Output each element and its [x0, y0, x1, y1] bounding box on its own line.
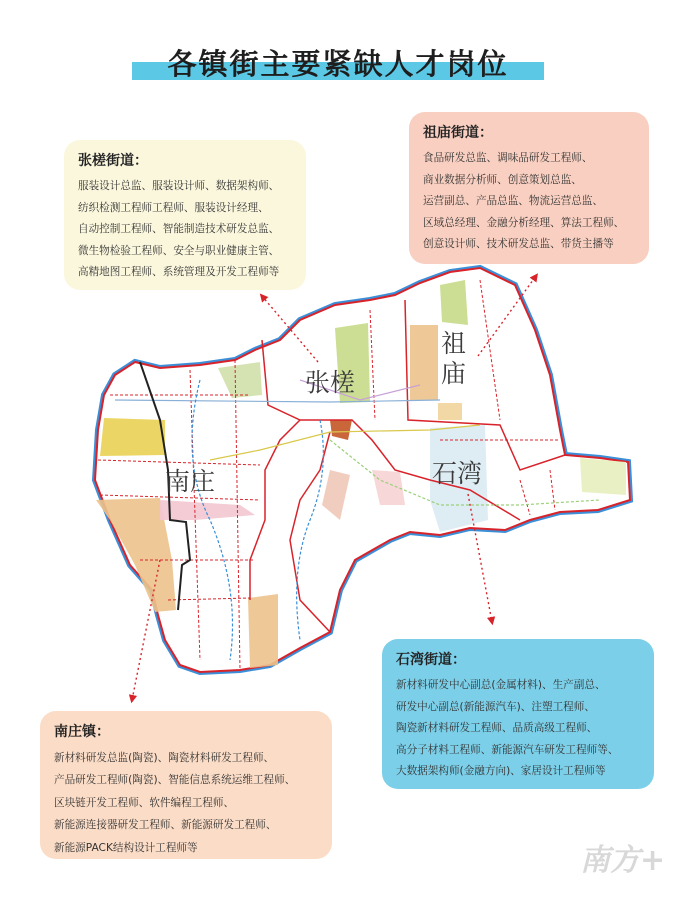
callout-zhangcha: [64, 140, 306, 290]
callout-line: 新能源PACK结构设计工程师等: [54, 841, 198, 854]
zone-zumiao-green: [440, 280, 468, 325]
callout-nanzhuang: [40, 711, 332, 859]
map-label-zumiao-2: 庙: [441, 359, 467, 388]
zone-zumiao-tan: [438, 403, 462, 420]
callout-line: 产品研发工程师(陶瓷)、智能信息系统运维工程师、: [54, 774, 296, 787]
map-label-zhangcha: 张槎: [305, 368, 356, 397]
callout-zumiao-heading: 祖庙街道：: [423, 125, 493, 141]
callout-line: 服装设计总监、服装设计师、数据架构师、: [78, 180, 280, 192]
callout-line: 研发中心副总(新能源汽车)、注塑工程师、: [396, 700, 595, 713]
callout-line: 高精地图工程师、系统管理及开发工程师等: [78, 266, 280, 279]
watermark-text: 南方+: [580, 843, 666, 878]
callout-line: 运营副总、产品总监、物流运营总监、: [423, 195, 604, 208]
callout-line: 区块链开发工程师、软件编程工程师、: [54, 796, 235, 809]
callout-line: 微生物检验工程师、安全与职业健康主管、: [78, 244, 280, 257]
zone-east-yellowgreen: [580, 458, 626, 495]
callout-line: 新材料研发中心副总(金属材料)、生产副总、: [396, 679, 606, 691]
callout-shiwan-heading: 石湾街道：: [396, 652, 466, 668]
callout-line: 区域总经理、金融分析经理、算法工程师、: [423, 216, 625, 229]
zone-zumiao-orange: [410, 325, 438, 400]
callout-zumiao: [409, 112, 649, 264]
page-title: 各镇街主要紧缺人才岗位: [167, 47, 509, 81]
map-label-shiwan: 石湾: [432, 459, 483, 488]
callout-line: 高分子材料工程师、新能源汽车研发工程师等、: [396, 743, 619, 756]
watermark-logo: [578, 828, 668, 888]
callout-line: 新材料研发总监(陶瓷)、陶瓷材料研发工程师、: [54, 752, 275, 764]
callout-line: 陶瓷新材料研发工程师、品质高级工程师、: [396, 722, 598, 735]
map-label-zumiao-1: 祖: [441, 329, 467, 358]
callout-line: 食品研发总监、调味品研发工程师、: [423, 152, 593, 164]
callout-line: 新能源连接器研发工程师、新能源研发工程师、: [54, 819, 277, 832]
zone-nanzhuang-yellow: [100, 418, 165, 456]
callout-zhangcha-heading: 张槎街道：: [78, 153, 148, 169]
callout-line: 商业数据分析师、创意策划总监、: [423, 173, 582, 186]
callout-line: 自动控制工程师、智能制造技术研发总监、: [78, 223, 280, 236]
zone-south-orange: [248, 594, 278, 668]
callout-shiwan: [382, 639, 654, 789]
callout-line: 创意设计师、技术研发总监、带货主播等: [423, 238, 614, 251]
callout-line: 纺织检测工程师工程师、服装设计经理、: [78, 201, 269, 214]
callout-nanzhuang-heading: 南庄镇：: [54, 724, 110, 740]
callout-line: 大数据架构师(金融方向)、家居设计工程师等: [396, 765, 606, 778]
map-label-nanzhuang: 南庄: [165, 467, 216, 496]
